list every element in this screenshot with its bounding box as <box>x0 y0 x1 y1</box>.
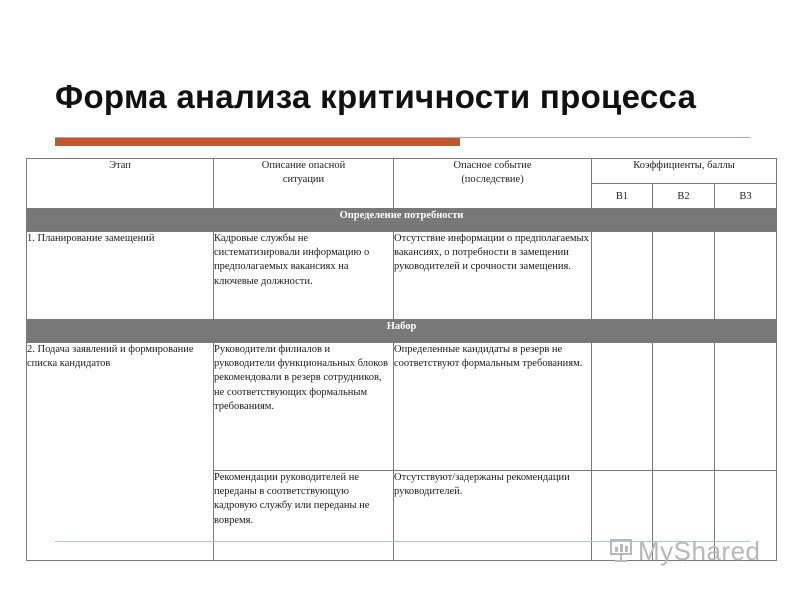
event-cell: Отсутствуют/задержаны рекомендации руководителей. <box>394 471 592 561</box>
watermark-logo <box>608 536 761 567</box>
title-accent-bar <box>55 138 460 146</box>
stage-cell: 1. Планирование замещений <box>27 232 214 320</box>
description-cell: Рекомендации руководителей не переданы в соответствующую кадровую службу или переданы не вовремя. <box>214 471 394 561</box>
header-stage: Этап <box>27 159 214 209</box>
score-b2-cell[interactable] <box>653 232 715 320</box>
section-title: Набор <box>27 320 777 343</box>
header-event: Опасное событие (последствие) <box>394 159 592 209</box>
score-b1-cell[interactable] <box>592 232 653 320</box>
description-cell: Руководители филиалов и руководители функциональных блоков рекомендовали в резерв сотрудников, не соответствующих формальным требованиям. <box>214 343 394 471</box>
header-b2: В2 <box>653 184 715 209</box>
table-row <box>27 232 777 320</box>
score-b1-cell[interactable] <box>592 343 653 471</box>
watermark-text: MyShared <box>638 536 761 566</box>
event-cell: Определенные кандидаты в резерв не соответствуют формальным требованиям. <box>394 343 592 471</box>
section-row <box>27 320 777 343</box>
page-title: Форма анализа критичности процесса <box>55 78 697 115</box>
description-cell: Кадровые службы не систематизировали информацию о предполагаемых вакансиях на ключевые должности. <box>214 232 394 320</box>
header-coefficients: Коэффициенты, баллы <box>592 159 777 184</box>
score-b3-cell[interactable] <box>715 232 777 320</box>
header-b3: В3 <box>715 184 777 209</box>
header-description: Описание опасной ситуации <box>214 159 394 209</box>
score-b2-cell[interactable] <box>653 343 715 471</box>
header-b1: В1 <box>592 184 653 209</box>
stage-cell: 2. Подача заявлений и формирование списка кандидатов <box>27 343 214 561</box>
table-row <box>27 343 777 471</box>
event-cell: Отсутствие информации о предполагаемых вакансиях, о потребности в замещении руководителей и срочности замещения. <box>394 232 592 320</box>
section-title: Определение потребности <box>27 209 777 232</box>
presentation-board-icon <box>608 537 634 563</box>
section-row <box>27 209 777 232</box>
criticality-table <box>26 158 777 561</box>
score-b3-cell[interactable] <box>715 343 777 471</box>
